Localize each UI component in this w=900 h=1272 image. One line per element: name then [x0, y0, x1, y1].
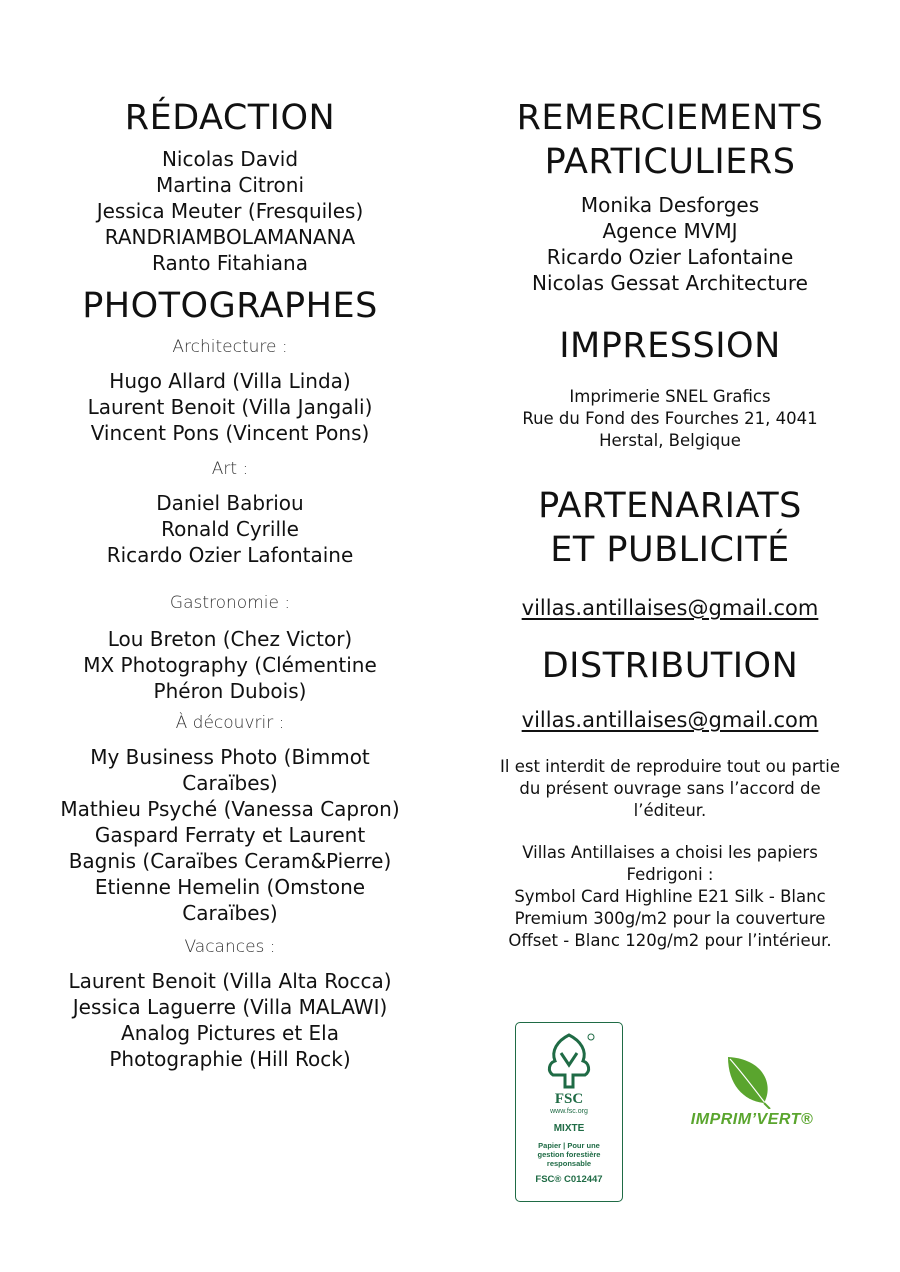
photographer-name: Photographie (Hill Rock) — [109, 1047, 351, 1071]
legal-line: du présent ouvrage sans l’accord de — [519, 779, 821, 798]
redaction-name: Nicolas David — [161, 147, 299, 171]
paper-line: Offset - Blanc 120g/m2 pour l’intérieur. — [508, 931, 832, 950]
fsc-desc-line: responsable — [546, 1159, 592, 1168]
photographer-name: Phéron Dubois) — [153, 679, 307, 703]
fsc-name: FSC — [554, 1091, 584, 1107]
impression-title: IMPRESSION — [559, 326, 781, 366]
photographer-name: Ronald Cyrille — [161, 517, 299, 541]
architecture-label: Architecture : — [172, 337, 288, 357]
thanks-title — [470, 96, 870, 184]
partenariats-title-line: PARTENARIATS — [538, 486, 802, 526]
fsc-desc-line: Papier | Pour une — [538, 1141, 600, 1150]
redaction-names — [30, 146, 430, 276]
distribution-title: DISTRIBUTION — [541, 646, 799, 686]
legal-line: Il est interdit de reproduire tout ou partie — [500, 757, 840, 776]
photographer-name: Caraïbes) — [182, 771, 278, 795]
fsc-url: www.fsc.org — [550, 1108, 588, 1115]
photographer-name: Vincent Pons (Vincent Pons) — [90, 421, 370, 445]
paper-line: Fedrigoni : — [626, 865, 714, 884]
photographes-title: PHOTOGRAPHES — [82, 286, 378, 326]
thanks-title-line: REMERCIEMENTS — [516, 98, 824, 138]
art-label: Art : — [211, 459, 249, 479]
redaction-name: Martina Citroni — [155, 173, 305, 197]
vacances-names — [30, 968, 430, 1072]
photographer-name: Analog Pictures et Ela — [121, 1021, 339, 1045]
green-leaf-icon — [724, 1055, 774, 1109]
redaction-name: RANDRIAMBOLAMANANA — [104, 225, 356, 249]
paper-line: Premium 300g/m2 pour la couverture — [514, 909, 826, 928]
paper-line: Symbol Card Highline E21 Silk - Blanc — [514, 887, 826, 906]
redaction-title: RÉDACTION — [124, 98, 336, 138]
fsc-code: FSC® C012447 — [535, 1174, 603, 1185]
photographer-name: Laurent Benoit (Villa Alta Rocca) — [68, 969, 392, 993]
impression-line: Imprimerie SNEL Grafics — [569, 387, 771, 406]
vacances-label: Vacances : — [184, 937, 276, 957]
paper-info — [470, 842, 870, 952]
photographer-name: Ricardo Ozier Lafontaine — [106, 543, 354, 567]
gastronomie-label: Gastronomie : — [169, 593, 291, 613]
legal-notice — [470, 756, 870, 822]
thanks-names — [470, 192, 870, 296]
distribution-email-link[interactable]: villas.antillaises@gmail.com — [521, 708, 819, 732]
fsc-description — [516, 1141, 622, 1168]
photographer-name: Jessica Laguerre (Villa MALAWI) — [72, 995, 388, 1019]
thanks-name: Monika Desforges — [580, 193, 760, 217]
thanks-name: Agence MVMJ — [602, 219, 738, 243]
partenariats-title-line: ET PUBLICITÉ — [550, 530, 790, 570]
redaction-name: Ranto Fitahiana — [152, 251, 308, 275]
thanks-title-line: PARTICULIERS — [544, 142, 796, 182]
photographer-name: MX Photography (Clémentine — [83, 653, 377, 677]
photographer-name: Gaspard Ferraty et Laurent — [94, 823, 366, 847]
legal-line: l’éditeur. — [633, 801, 707, 820]
photographer-name: Laurent Benoit (Villa Jangali) — [87, 395, 373, 419]
paper-line: Villas Antillaises a choisi les papiers — [522, 843, 818, 862]
photographer-name: Bagnis (Caraïbes Ceram&Pierre) — [68, 849, 392, 873]
photographer-name: Caraïbes) — [182, 901, 278, 925]
partenariats-title — [470, 484, 870, 572]
partenariats-email-link[interactable]: villas.antillaises@gmail.com — [521, 596, 819, 620]
photographer-name: Etienne Hemelin (Omstone — [94, 875, 366, 899]
imprimvert-logo — [672, 1055, 832, 1135]
photographer-name: My Business Photo (Bimmot — [90, 745, 370, 769]
art-names — [30, 490, 430, 568]
architecture-names — [30, 368, 430, 446]
photographer-name: Daniel Babriou — [156, 491, 304, 515]
fsc-tree-icon — [539, 1031, 599, 1091]
credits-left-column — [30, 96, 430, 1072]
imprimvert-name: IMPRIM’VERT® — [690, 1111, 814, 1128]
impression-line: Herstal, Belgique — [599, 431, 741, 450]
redaction-name: Jessica Meuter (Fresquiles) — [96, 199, 364, 223]
impression-address — [470, 386, 870, 452]
photographer-name: Lou Breton (Chez Victor) — [107, 627, 353, 651]
fsc-desc-line: gestion forestière — [537, 1150, 601, 1159]
decouvrir-names — [30, 744, 430, 926]
thanks-name: Nicolas Gessat Architecture — [532, 271, 808, 295]
decouvrir-label: À découvrir : — [175, 713, 285, 733]
impression-line: Rue du Fond des Fourches 21, 4041 — [522, 409, 818, 428]
photographer-name: Hugo Allard (Villa Linda) — [109, 369, 351, 393]
gastronomie-names — [30, 626, 430, 704]
fsc-mixte: MIXTE — [553, 1123, 585, 1134]
thanks-name: Ricardo Ozier Lafontaine — [546, 245, 794, 269]
photographer-name: Mathieu Psyché (Vanessa Capron) — [60, 797, 400, 821]
fsc-logo — [515, 1022, 623, 1202]
credits-right-column — [470, 96, 870, 952]
